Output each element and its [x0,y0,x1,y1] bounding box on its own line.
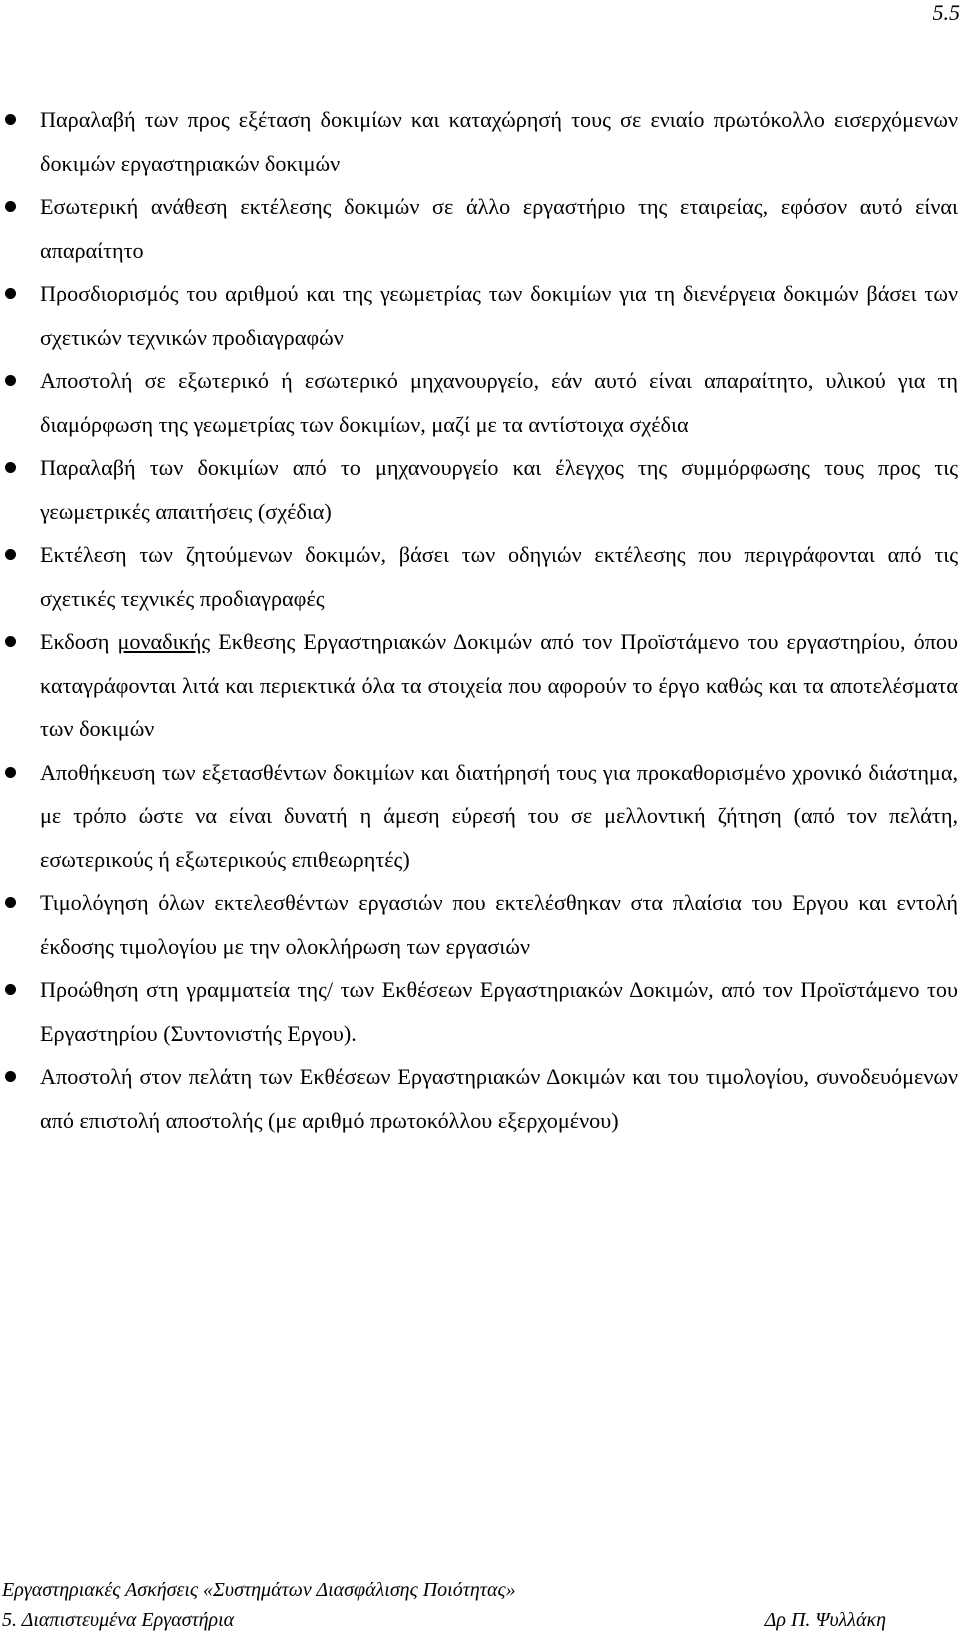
list-item: Παραλαβή των προς εξέταση δοκιμίων και καταχώρησή τους σε ενιαίο πρωτόκολλο εισερχόμενων δοκιμών εργαστηριακών δοκιμών [0,98,960,185]
list-item: Αποστολή σε εξωτερικό ή εσωτερικό μηχανουργείο, εάν αυτό είναι απαραίτητο, υλικού για τη διαμόρφωση της γεωμετρίας των δοκιμίων, μαζί με τα αντίστοιχα σχέδια [0,359,960,446]
footer-author: Δρ Π. Ψυλλάκη [764,1609,886,1631]
list-item [0,620,960,751]
list-item: Εκτέλεση των ζητούμενων δοκιμών, βάσει των οδηγιών εκτέλεσης που περιγράφονται από τις σχετικές τεχνικές προδιαγραφές [0,533,960,620]
footer-course-title: Εργαστηριακές Ασκήσεις «Συστημάτων Διασφάλισης Ποιότητας» [2,1579,516,1601]
list-item: Προσδιορισμός του αριθμού και της γεωμετρίας των δοκιμίων για τη διενέργεια δοκιμών βάσει των σχετικών τεχνικών προδιαγραφών [0,272,960,359]
page-number: 5.5 [932,0,960,25]
list-item: Προώθηση στη γραμματεία της/ των Εκθέσεων Εργαστηριακών Δοκιμών, από τον Προϊστάμενο του Εργαστηρίου (Συντονιστής Εργου). [0,968,960,1055]
list-item-text-before: Εκδοση [40,629,118,654]
list-item: Παραλαβή των δοκιμίων από το μηχανουργείο και έλεγχος της συμμόρφωσης τους προς τις γεωμετρικές απαιτήσεις (σχέδια) [0,446,960,533]
list-item: Τιμολόγηση όλων εκτελεσθέντων εργασιών που εκτελέσθηκαν στα πλαίσια του Εργου και εντολή έκδοσης τιμολογίου με την ολοκλήρωση των εργασιών [0,881,960,968]
list-item: Αποστολή στον πελάτη των Εκθέσεων Εργαστηριακών Δοκιμών και του τιμολογίου, συνοδευόμενων από επιστολή αποστολής (με αριθμό πρωτοκόλλου εξερχομένου) [0,1055,960,1142]
list-item-text-after: Εκθεσης Εργαστηριακών Δοκιμών από τον Προϊστάμενο του εργαστηρίου, όπου καταγράφονται λιτά και περιεκτικά όλα τα στοιχεία που αφορούν το έργο καθώς και τα αποτελέσματα των δοκιμών [40,629,959,741]
underlined-word: μοναδικής [117,629,211,654]
footer-chapter: 5. Διαπιστευμένα Εργαστήρια [2,1609,235,1631]
list-item: Εσωτερική ανάθεση εκτέλεσης δοκιμών σε άλλο εργαστήριο της εταιρείας, εφόσον αυτό είναι απαραίτητο [0,185,960,272]
footer-line-2 [2,1610,886,1630]
procedure-bullet-list [0,98,960,1142]
list-item: Αποθήκευση των εξετασθέντων δοκιμίων και διατήρησή τους για προκαθορισμένο χρονικό διάστημα, με τρόπο ώστε να είναι δυνατή η άμεση εύρεσή του σε μελλοντική ζήτηση (από τον πελάτη, εσωτερικούς ή εξωτερικούς επιθεωρητές) [0,751,960,882]
